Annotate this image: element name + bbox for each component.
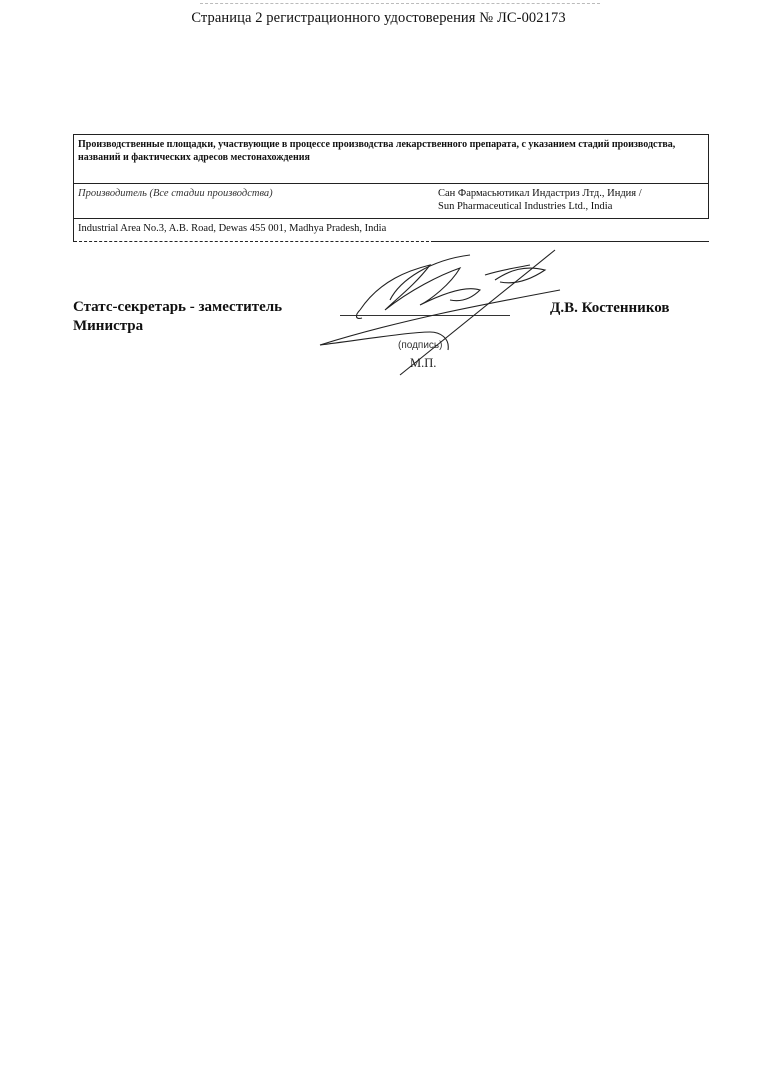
company-name-ru: Сан Фармасьютикал Индастриз Лтд., Индия /	[438, 188, 642, 199]
manufacturer-company	[434, 184, 709, 219]
signatory-title-line1: Статс-секретарь - заместитель	[73, 299, 283, 315]
table-row	[74, 219, 709, 242]
company-name-en: Sun Pharmaceutical Industries Ltd., India	[438, 201, 613, 212]
signatory-title-line2: Министра	[73, 318, 144, 334]
signatory-title	[73, 298, 282, 336]
scan-artifact-line	[200, 3, 600, 5]
table-row	[74, 184, 709, 219]
empty-cell	[434, 219, 709, 242]
signatory-name: Д.В. Костенников	[550, 300, 670, 316]
manufacturer-role: Производитель (Все стадии производства)	[74, 184, 435, 219]
page-title: Страница 2 регистрационного удостоверения № ЛС-002173	[191, 10, 566, 26]
stamp-placeholder: М.П.	[410, 356, 437, 370]
manufacturer-address: Industrial Area No.3, A.B. Road, Dewas 455 001, Madhya Pradesh, India	[74, 219, 435, 242]
signature-caption: (подпись)	[398, 340, 443, 351]
table-heading: Производственные площадки, участвующие в процессе производства лекарственного препарата, с указанием стадий производства, названий и фактических адресов местонахождения	[74, 135, 709, 184]
production-sites-table	[73, 134, 709, 242]
